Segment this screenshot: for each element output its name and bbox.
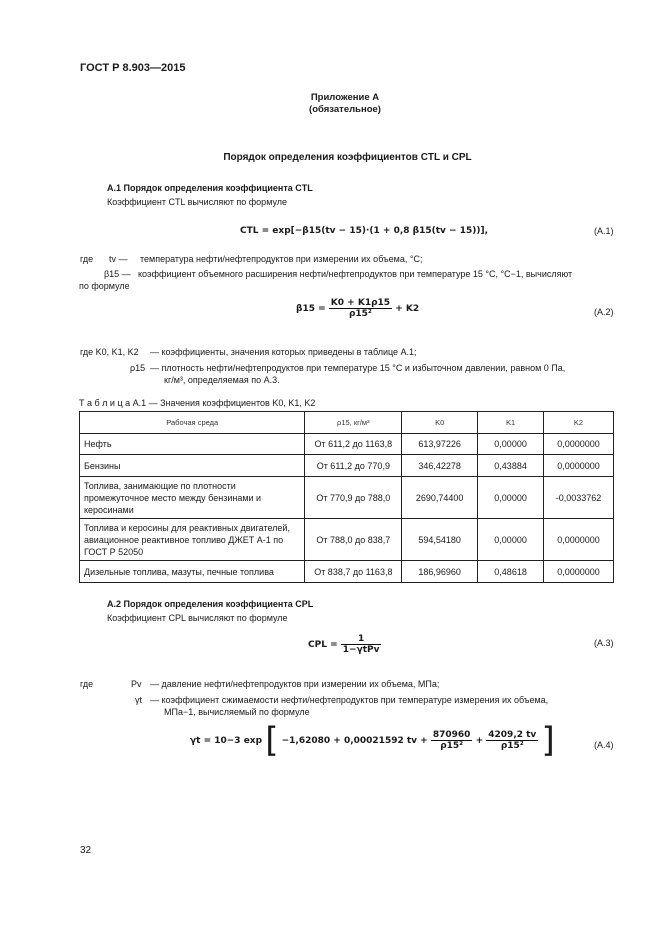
cell-k0: 594,54180 [402,519,478,561]
cell-k2: 0,0000000 [544,519,614,561]
eq2-denominator: ρ15² [348,309,372,319]
cell-k2: 0,0000000 [544,434,614,455]
eq2-fraction [329,298,392,319]
rho-description-cont: кг/м³, определяемая по А.3. [164,375,280,385]
rho-symbol: ρ15 [130,363,146,373]
cell-k2: 0,0000000 [544,561,614,583]
appendix-subtitle: (обязательное) [309,104,381,115]
equation-a3-number: (А.3) [594,638,614,648]
eq4-f1-numerator: 870960 [432,730,471,740]
cell-k1: 0,48618 [478,561,544,583]
gt-symbol: γt [135,695,143,705]
eq4-f2-numerator: 4209,2 tv [488,730,537,740]
table-header-row [80,412,614,434]
appendix-title: Приложение А [310,92,380,103]
section-title: Порядок определения коэффициентов CTL и CPL [223,152,472,163]
eq4-fraction-1 [431,730,473,751]
table-row [80,455,614,477]
eq4-f1-denominator: ρ15² [440,741,464,751]
gt-description-cont: МПа−1, вычисляемый по формуле [164,707,310,717]
equation-a3 [308,634,381,655]
header-k2: K2 [544,412,614,434]
eq4-plus: + [475,736,484,746]
table-row [80,477,614,519]
eq2-numerator: K0 + K1ρ15 [330,298,391,308]
b15-description: коэффициент объемного расширения нефти/нефтепродуктов при температуре 15 °С, °С−1, вычисляют [138,269,573,279]
right-bracket-icon: ] [541,720,555,761]
header-k1: K1 [478,412,544,434]
header-k0: K0 [402,412,478,434]
pv-description: — давление нефти/нефтепродуктов при измерении их объема, МПа; [150,679,440,689]
k-where: где K0, K1, K2 [80,347,139,357]
cell-k0: 346,42278 [402,455,478,477]
eq3-denominator: 1−γtPv [342,645,380,655]
cell-k2: -0,0033762 [544,477,614,519]
cell-k0: 2690,74400 [402,477,478,519]
cell-k1: 0,00000 [478,519,544,561]
pv-symbol: Pv [131,679,142,689]
a1-intro: Коэффициент CTL вычисляют по формуле [107,197,288,207]
cell-medium: Топлива, занимающие по плотности промежуточное место между бензинами и керосинами [80,477,305,519]
cell-medium: Бензины [80,455,305,477]
equation-a1-number: (А.1) [594,226,614,236]
eq4-mid: −1,62080 + 0,00021592 tv + [281,736,428,746]
cell-density: От 770,9 до 788,0 [305,477,402,519]
coefficients-table [79,411,614,583]
cell-k2: 0,0000000 [544,455,614,477]
cell-k0: 186,96960 [402,561,478,583]
cell-medium: Нефть [80,434,305,455]
eq2-tail: + K2 [395,304,420,314]
cell-k1: 0,00000 [478,434,544,455]
equation-a2 [296,298,419,319]
eq2-left: β15 = [296,304,326,314]
equation-a4 [190,720,555,761]
equation-a2-number: (А.2) [594,307,614,317]
cell-k0: 613,97226 [402,434,478,455]
table-caption: Т а б л и ц а А.1 — Значения коэффициентов K0, K1, K2 [79,398,316,408]
a2-heading: А.2 Порядок определения коэффициента CPL [107,599,314,609]
eq3-numerator: 1 [341,634,382,645]
b15-description-cont: по формуле [79,281,130,291]
a2-intro: Коэффициент CPL вычисляют по формуле [107,613,288,623]
k-description: — коэффициенты, значения которых приведены в таблице А.1; [150,347,417,357]
cell-k1: 0,00000 [478,477,544,519]
table-row [80,434,614,455]
a1-heading: А.1 Порядок определения коэффициента CTL [107,183,313,193]
cell-density: От 611,2 до 770,9 [305,455,402,477]
document-header: ГОСТ Р 8.903—2015 [80,62,186,74]
tv-symbol: tv — [109,254,128,264]
cell-density: От 788,0 до 838,7 [305,519,402,561]
a1-where: где [80,254,94,264]
header-medium: Рабочая среда [80,412,305,434]
eq3-left: CPL = [308,640,338,650]
table-row [80,561,614,583]
eq4-fraction-2 [486,730,538,751]
rho-description: — плотность нефти/нефтепродуктов при температуре 15 °С и избыточном давлении, равном 0 Па, [150,363,566,373]
eq4-f2-denominator: ρ15² [500,741,524,751]
table-row [80,519,614,561]
header-density: ρ15, кг/м³ [305,412,402,434]
page-number: 32 [80,845,92,856]
cell-density: От 611,2 до 1163,8 [305,434,402,455]
a2-where: где [80,679,94,689]
b15-symbol: β15 — [104,269,131,279]
equation-a1: CTL = exp[−β15(tv − 15)·(1 + 0,8 β15(tv − 15))], [240,226,489,236]
cell-medium: Топлива и керосины для реактивных двигателей, авиационное реактивное топливо ДЖЕТ А-1 по ГОСТ Р 52050 [80,519,305,561]
equation-a4-number: (А.4) [594,740,614,750]
cell-k1: 0,43884 [478,455,544,477]
eq3-fraction [341,634,382,655]
tv-description: температура нефти/нефтепродуктов при измерении их объема, °С; [140,254,423,264]
cell-medium: Дизельные топлива, мазуты, печные топлива [80,561,305,583]
gt-description: — коэффициент сжимаемости нефти/нефтепродуктов при температуре измерения их объема, [150,695,549,705]
left-bracket-icon: [ [265,720,279,761]
cell-density: От 838,7 до 1163,8 [305,561,402,583]
eq4-left: γt = 10−3 exp [190,736,263,746]
